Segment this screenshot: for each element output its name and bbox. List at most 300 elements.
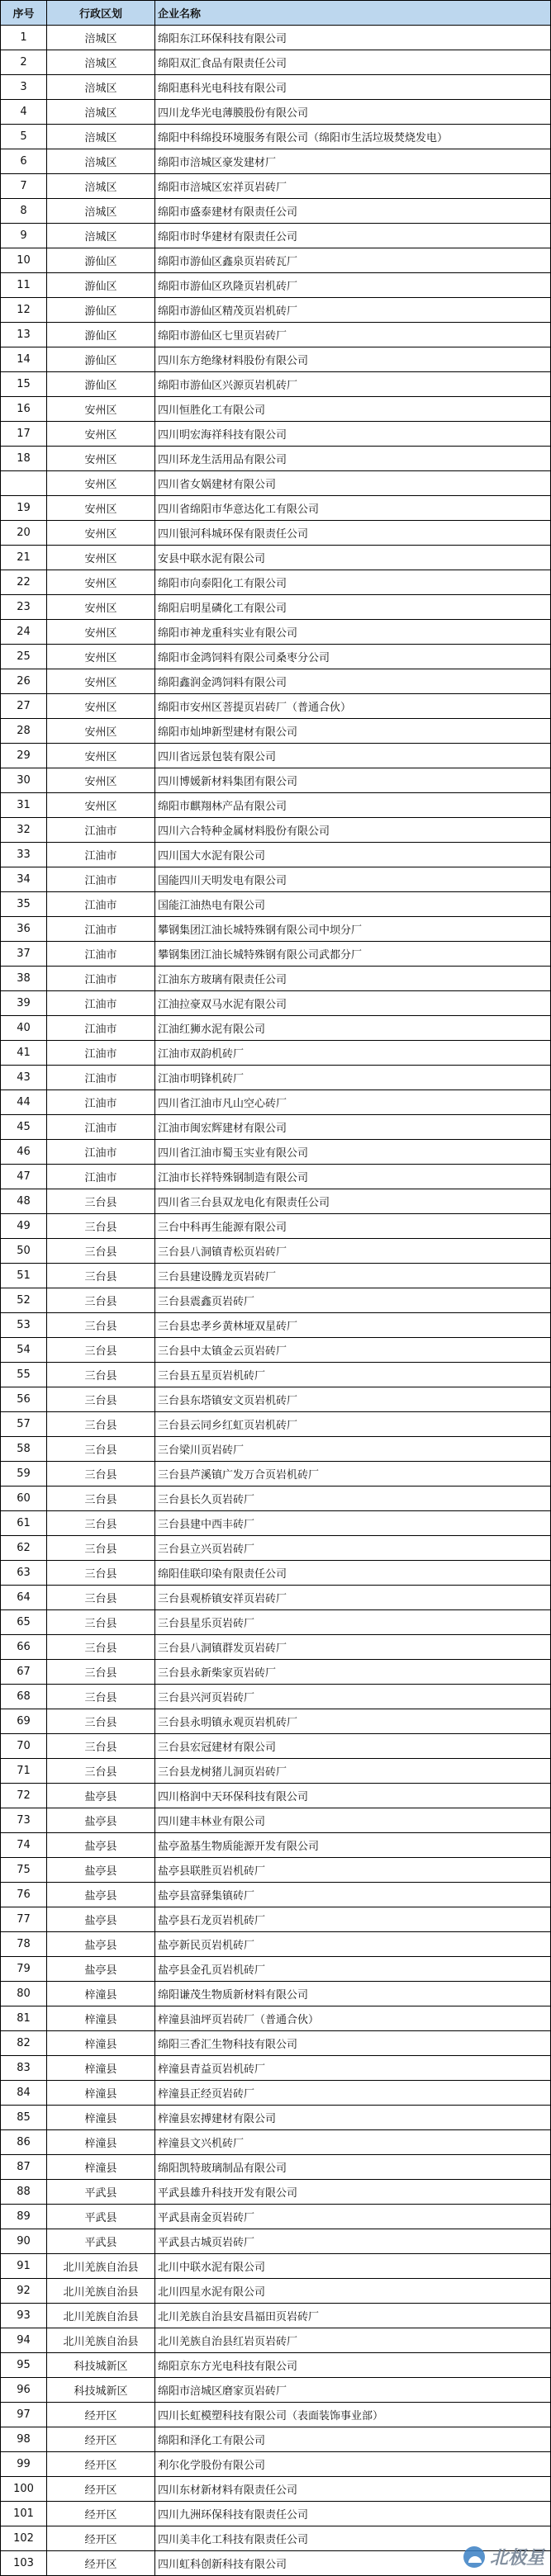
district-cell: 三台县 — [47, 1536, 155, 1561]
company-name-cell: 绵阳谦茂生物质新材料有限公司 — [155, 1982, 551, 2006]
district-cell: 经开区 — [47, 2452, 155, 2477]
table-row — [1, 2304, 551, 2328]
company-name-cell: 绵阳三香汇生物科技有限公司 — [155, 2031, 551, 2056]
serial-number-cell: 52 — [1, 1288, 47, 1313]
company-name-cell: 四川国大水泥有限公司 — [155, 843, 551, 867]
district-cell: 安州区 — [47, 620, 155, 645]
company-name-cell: 绵阳市麒翔林产品有限公司 — [155, 793, 551, 818]
serial-number-cell: 60 — [1, 1487, 47, 1511]
district-cell: 三台县 — [47, 1511, 155, 1536]
table-row — [1, 521, 551, 546]
district-cell: 江油市 — [47, 991, 155, 1016]
serial-number-cell: 78 — [1, 1932, 47, 1957]
serial-number-cell: 5 — [1, 125, 47, 149]
company-name-cell: 绵阳市涪城区磨家页岩砖厂 — [155, 2378, 551, 2403]
company-name-cell: 梓潼县油坪页岩砖厂（普通合伙） — [155, 2006, 551, 2031]
company-name-cell: 四川东材新材料有限责任公司 — [155, 2477, 551, 2502]
district-cell: 三台县 — [47, 1685, 155, 1709]
table-row — [1, 1511, 551, 1536]
company-name-cell: 绵阳鑫润金鸿饲料有限公司 — [155, 669, 551, 694]
company-name-cell: 三台县建设腾龙页岩砖厂 — [155, 1264, 551, 1288]
company-name-cell: 四川恒胜化工有限公司 — [155, 397, 551, 422]
district-cell: 江油市 — [47, 843, 155, 867]
table-body — [1, 26, 551, 2576]
serial-number-cell: 44 — [1, 1090, 47, 1115]
company-name-cell: 攀钢集团江油长城特殊钢有限公司武都分厂 — [155, 942, 551, 967]
serial-number-cell: 22 — [1, 570, 47, 595]
serial-number-cell: 35 — [1, 892, 47, 917]
district-cell: 安州区 — [47, 669, 155, 694]
district-cell: 安州区 — [47, 447, 155, 471]
table-row — [1, 1586, 551, 1610]
company-name-cell: 三台县忠孝乡黄林垭双星砖厂 — [155, 1313, 551, 1338]
company-name-cell: 四川省绵阳市华意达化工有限公司 — [155, 496, 551, 521]
district-cell: 游仙区 — [47, 273, 155, 298]
table-row — [1, 75, 551, 100]
table-row — [1, 1907, 551, 1932]
company-name-cell: 绵阳市向泰阳化工有限公司 — [155, 570, 551, 595]
serial-number-cell: 55 — [1, 1363, 47, 1387]
company-name-cell: 四川美丰化工科技有限责任公司 — [155, 2526, 551, 2551]
company-name-cell: 三台县八洞镇群发页岩砖厂 — [155, 1635, 551, 1660]
table-row — [1, 917, 551, 942]
district-cell: 游仙区 — [47, 372, 155, 397]
table-row — [1, 1957, 551, 1982]
company-name-cell: 三台县中太镇金云页岩砖厂 — [155, 1338, 551, 1363]
watermark — [463, 2544, 544, 2569]
district-cell: 平武县 — [47, 2229, 155, 2254]
company-name-cell: 三台梁川页岩砖厂 — [155, 1437, 551, 1462]
district-cell: 三台县 — [47, 1264, 155, 1288]
district-cell: 盐亭县 — [47, 1833, 155, 1858]
company-name-cell: 绵阳市游仙区玖隆页岩机砖厂 — [155, 273, 551, 298]
district-cell: 三台县 — [47, 1288, 155, 1313]
serial-number-cell: 36 — [1, 917, 47, 942]
table-row — [1, 645, 551, 669]
table-row — [1, 1041, 551, 1066]
table-row — [1, 1412, 551, 1437]
serial-number-cell: 64 — [1, 1586, 47, 1610]
table-row — [1, 447, 551, 471]
district-cell: 江油市 — [47, 917, 155, 942]
serial-number-cell: 72 — [1, 1784, 47, 1808]
serial-number-cell: 100 — [1, 2477, 47, 2502]
table-row — [1, 1536, 551, 1561]
district-cell: 江油市 — [47, 1115, 155, 1140]
company-name-cell: 三台县宏冠建材有限公司 — [155, 1734, 551, 1759]
company-name-cell: 江油拉豪双马水泥有限公司 — [155, 991, 551, 1016]
serial-number-cell: 62 — [1, 1536, 47, 1561]
watermark-text: 北极星 — [489, 2548, 544, 2569]
company-name-cell: 国能江油热电有限公司 — [155, 892, 551, 917]
table-row — [1, 694, 551, 719]
serial-number-cell: 58 — [1, 1437, 47, 1462]
company-name-cell: 三台县八洞镇青松页岩砖厂 — [155, 1239, 551, 1264]
district-cell: 三台县 — [47, 1561, 155, 1586]
watermark-logo-icon — [463, 2546, 485, 2568]
serial-number-cell: 63 — [1, 1561, 47, 1586]
serial-number-cell: 76 — [1, 1883, 47, 1907]
company-name-cell: 三台县五星页岩机砖厂 — [155, 1363, 551, 1387]
serial-number-cell: 101 — [1, 2502, 47, 2526]
table-row — [1, 1239, 551, 1264]
serial-number-cell: 68 — [1, 1685, 47, 1709]
company-name-cell: 北川羌族自治县红岩页岩砖厂 — [155, 2328, 551, 2353]
serial-number-cell: 1 — [1, 26, 47, 50]
serial-number-cell: 71 — [1, 1759, 47, 1784]
table-row — [1, 1660, 551, 1685]
company-name-cell: 江油东方玻璃有限责任公司 — [155, 967, 551, 991]
serial-number-cell: 27 — [1, 694, 47, 719]
company-name-cell: 三台县龙树猪儿洞页岩砖厂 — [155, 1759, 551, 1784]
company-name-cell: 四川银河科城环保有限责任公司 — [155, 521, 551, 546]
company-name-cell: 安县中联水泥有限公司 — [155, 546, 551, 570]
serial-number-cell: 17 — [1, 422, 47, 447]
company-name-cell: 国能四川天明发电有限公司 — [155, 867, 551, 892]
company-name-cell: 绵阳市金鸿饲料有限公司桑枣分公司 — [155, 645, 551, 669]
district-cell: 江油市 — [47, 1016, 155, 1041]
table-row — [1, 372, 551, 397]
table-row — [1, 1561, 551, 1586]
company-name-cell: 绵阳市安州区菩提页岩砖厂（普通合伙） — [155, 694, 551, 719]
table-row — [1, 967, 551, 991]
table-row — [1, 100, 551, 125]
company-name-cell: 三台县星乐页岩砖厂 — [155, 1610, 551, 1635]
table-row — [1, 2106, 551, 2130]
table-row — [1, 1932, 551, 1957]
serial-number-cell: 49 — [1, 1214, 47, 1239]
table-row — [1, 2155, 551, 2180]
serial-number-cell: 84 — [1, 2081, 47, 2106]
district-cell: 三台县 — [47, 1387, 155, 1412]
district-cell: 涪城区 — [47, 100, 155, 125]
district-cell: 梓潼县 — [47, 2081, 155, 2106]
serial-number-cell: 98 — [1, 2427, 47, 2452]
table-row — [1, 1685, 551, 1709]
serial-number-cell: 38 — [1, 967, 47, 991]
serial-number-cell: 92 — [1, 2279, 47, 2304]
table-row — [1, 669, 551, 694]
serial-number-cell: 25 — [1, 645, 47, 669]
company-name-cell: 三台县永新柴家页岩砖厂 — [155, 1660, 551, 1685]
table-row — [1, 867, 551, 892]
serial-number-cell: 33 — [1, 843, 47, 867]
serial-number-cell: 11 — [1, 273, 47, 298]
district-cell: 平武县 — [47, 2205, 155, 2229]
company-name-cell: 梓潼县正经页岩砖厂 — [155, 2081, 551, 2106]
table-row — [1, 1165, 551, 1189]
district-cell: 经开区 — [47, 2502, 155, 2526]
company-name-cell: 绵阳市游仙区鑫泉页岩砖瓦厂 — [155, 248, 551, 273]
district-cell: 三台县 — [47, 1313, 155, 1338]
table-row — [1, 347, 551, 372]
company-name-cell: 绵阳双汇食品有限责任公司 — [155, 50, 551, 75]
serial-number-cell: 29 — [1, 744, 47, 768]
table-row — [1, 1363, 551, 1387]
serial-number-cell: 74 — [1, 1833, 47, 1858]
table-row — [1, 2081, 551, 2106]
district-cell: 游仙区 — [47, 248, 155, 273]
company-name-cell: 四川东方绝缘材料股份有限公司 — [155, 347, 551, 372]
company-name-cell: 绵阳市盛泰建材有限责任公司 — [155, 199, 551, 224]
company-name-cell: 梓潼县文兴机砖厂 — [155, 2130, 551, 2155]
district-cell: 盐亭县 — [47, 1883, 155, 1907]
company-name-cell: 四川省江油市凡山空心砖厂 — [155, 1090, 551, 1115]
company-name-cell: 盐亭县金孔页岩机砖厂 — [155, 1957, 551, 1982]
serial-number-cell: 85 — [1, 2106, 47, 2130]
company-name-cell: 四川长虹模塑科技有限公司（表面装饰事业部） — [155, 2403, 551, 2427]
district-cell: 安州区 — [47, 471, 155, 496]
table-row — [1, 149, 551, 174]
company-name-cell: 四川省远景包装有限公司 — [155, 744, 551, 768]
district-cell: 江油市 — [47, 867, 155, 892]
table-row — [1, 2502, 551, 2526]
company-name-cell: 江油红狮水泥有限公司 — [155, 1016, 551, 1041]
company-name-cell: 北川中联水泥有限公司 — [155, 2254, 551, 2279]
serial-number-cell: 95 — [1, 2353, 47, 2378]
company-name-cell: 平武县古城页岩砖厂 — [155, 2229, 551, 2254]
table-row — [1, 199, 551, 224]
serial-number-cell: 26 — [1, 669, 47, 694]
district-cell: 北川羌族自治县 — [47, 2279, 155, 2304]
district-cell: 三台县 — [47, 1487, 155, 1511]
company-name-cell: 三台县永明镇永观页岩机砖厂 — [155, 1709, 551, 1734]
serial-number-cell: 54 — [1, 1338, 47, 1363]
company-name-cell: 绵阳中科绵投环境服务有限公司（绵阳市生活垃圾焚烧发电） — [155, 125, 551, 149]
table-row — [1, 323, 551, 347]
company-name-cell: 平武县雄升科技开发有限公司 — [155, 2180, 551, 2205]
table-row — [1, 1264, 551, 1288]
district-cell: 安州区 — [47, 496, 155, 521]
table-row — [1, 1610, 551, 1635]
serial-number-cell: 31 — [1, 793, 47, 818]
company-name-cell: 平武县南金页岩砖厂 — [155, 2205, 551, 2229]
serial-number-cell: 32 — [1, 818, 47, 843]
district-cell: 梓潼县 — [47, 2056, 155, 2081]
table-row — [1, 2328, 551, 2353]
table-row — [1, 2180, 551, 2205]
serial-number-cell: 77 — [1, 1907, 47, 1932]
company-name-cell: 北川四星水泥有限公司 — [155, 2279, 551, 2304]
serial-number-cell: 3 — [1, 75, 47, 100]
district-cell: 三台县 — [47, 1660, 155, 1685]
serial-number-cell: 9 — [1, 224, 47, 248]
company-name-cell: 三台县云同乡红虹页岩机砖厂 — [155, 1412, 551, 1437]
table-row — [1, 595, 551, 620]
district-cell: 三台县 — [47, 1363, 155, 1387]
company-name-cell: 三台县立兴页岩砖厂 — [155, 1536, 551, 1561]
table-row — [1, 1462, 551, 1487]
table-row — [1, 1214, 551, 1239]
serial-number-cell: 7 — [1, 174, 47, 199]
table-row — [1, 2403, 551, 2427]
table-row — [1, 793, 551, 818]
district-cell: 梓潼县 — [47, 2155, 155, 2180]
company-name-cell: 梓潼县青益页岩机砖厂 — [155, 2056, 551, 2081]
district-cell: 安州区 — [47, 570, 155, 595]
district-cell: 三台县 — [47, 1734, 155, 1759]
district-cell: 安州区 — [47, 397, 155, 422]
serial-number-cell: 6 — [1, 149, 47, 174]
serial-number-cell: 93 — [1, 2304, 47, 2328]
company-name-cell: 四川省三台县双龙电化有限责任公司 — [155, 1189, 551, 1214]
district-cell: 安州区 — [47, 768, 155, 793]
district-cell: 江油市 — [47, 1066, 155, 1090]
district-cell: 安州区 — [47, 793, 155, 818]
district-cell: 梓潼县 — [47, 2031, 155, 2056]
serial-number-cell: 4 — [1, 100, 47, 125]
table-row — [1, 892, 551, 917]
table-row — [1, 2378, 551, 2403]
district-cell: 涪城区 — [47, 149, 155, 174]
district-cell: 经开区 — [47, 2526, 155, 2551]
district-cell: 安州区 — [47, 546, 155, 570]
table-row — [1, 471, 551, 496]
district-cell: 三台县 — [47, 1759, 155, 1784]
district-cell: 游仙区 — [47, 298, 155, 323]
table-row — [1, 570, 551, 595]
table-row — [1, 818, 551, 843]
district-cell: 游仙区 — [47, 323, 155, 347]
header-company-name: 企业名称 — [155, 1, 551, 26]
serial-number-cell: 12 — [1, 298, 47, 323]
company-name-cell: 四川格润中天环保科技有限公司 — [155, 1784, 551, 1808]
company-name-cell: 盐亭县石龙页岩机砖厂 — [155, 1907, 551, 1932]
table-row — [1, 1288, 551, 1313]
district-cell: 三台县 — [47, 1635, 155, 1660]
district-cell: 涪城区 — [47, 26, 155, 50]
serial-number-cell: 51 — [1, 1264, 47, 1288]
district-cell: 江油市 — [47, 1165, 155, 1189]
district-cell: 涪城区 — [47, 50, 155, 75]
company-name-cell: 绵阳凯特玻璃制品有限公司 — [155, 2155, 551, 2180]
company-name-cell: 绵阳市游仙区兴源页岩机砖厂 — [155, 372, 551, 397]
table-row — [1, 1635, 551, 1660]
district-cell: 北川羌族自治县 — [47, 2304, 155, 2328]
company-name-cell: 三台县芦溪镇广发万合页岩机砖厂 — [155, 1462, 551, 1487]
table-row — [1, 50, 551, 75]
serial-number-cell: 21 — [1, 546, 47, 570]
table-row — [1, 1982, 551, 2006]
table-row — [1, 719, 551, 744]
company-name-cell: 绵阳启明星磷化工有限公司 — [155, 595, 551, 620]
serial-number-cell: 57 — [1, 1412, 47, 1437]
company-name-cell: 绵阳京东方光电科技有限公司 — [155, 2353, 551, 2378]
table-row — [1, 2477, 551, 2502]
table-row — [1, 224, 551, 248]
district-cell: 梓潼县 — [47, 2006, 155, 2031]
serial-number-cell: 96 — [1, 2378, 47, 2403]
company-name-cell: 四川六合特种金属材料股份有限公司 — [155, 818, 551, 843]
company-name-cell: 攀钢集团江油长城特殊钢有限公司中坝分厂 — [155, 917, 551, 942]
serial-number-cell: 15 — [1, 372, 47, 397]
company-name-cell: 江油市闽宏辉建材有限公司 — [155, 1115, 551, 1140]
serial-number-cell: 16 — [1, 397, 47, 422]
serial-number-cell: 45 — [1, 1115, 47, 1140]
district-cell: 涪城区 — [47, 199, 155, 224]
serial-number-cell: 89 — [1, 2205, 47, 2229]
district-cell: 江油市 — [47, 1041, 155, 1066]
serial-number-cell: 39 — [1, 991, 47, 1016]
company-name-cell: 江油市长祥特殊钢制造有限公司 — [155, 1165, 551, 1189]
company-name-cell: 四川明宏海祥科技有限公司 — [155, 422, 551, 447]
company-name-cell: 四川省女娲建材有限公司 — [155, 471, 551, 496]
company-name-cell: 利尔化学股份有限公司 — [155, 2452, 551, 2477]
serial-number-cell: 86 — [1, 2130, 47, 2155]
table-row — [1, 1709, 551, 1734]
district-cell: 三台县 — [47, 1437, 155, 1462]
company-name-cell: 绵阳佳联印染有限责任公司 — [155, 1561, 551, 1586]
company-name-cell: 绵阳市游仙区精茂页岩机砖厂 — [155, 298, 551, 323]
table-row — [1, 422, 551, 447]
serial-number-cell: 65 — [1, 1610, 47, 1635]
table-row — [1, 298, 551, 323]
serial-number-cell: 40 — [1, 1016, 47, 1041]
district-cell: 安州区 — [47, 694, 155, 719]
serial-number-cell: 43 — [1, 1066, 47, 1090]
serial-number-cell: 80 — [1, 1982, 47, 2006]
table-row — [1, 2427, 551, 2452]
district-cell: 安州区 — [47, 595, 155, 620]
district-cell: 三台县 — [47, 1214, 155, 1239]
company-name-cell: 三台县建中西丰砖厂 — [155, 1511, 551, 1536]
table-row — [1, 1140, 551, 1165]
district-cell: 三台县 — [47, 1610, 155, 1635]
district-cell: 涪城区 — [47, 125, 155, 149]
table-row — [1, 397, 551, 422]
district-cell: 三台县 — [47, 1338, 155, 1363]
serial-number-cell: 61 — [1, 1511, 47, 1536]
district-cell: 梓潼县 — [47, 2106, 155, 2130]
district-cell: 江油市 — [47, 892, 155, 917]
table-row — [1, 1759, 551, 1784]
company-name-cell: 北川羌族自治县安昌福田页岩砖厂 — [155, 2304, 551, 2328]
serial-number-cell — [1, 471, 47, 496]
serial-number-cell: 47 — [1, 1165, 47, 1189]
serial-number-cell: 56 — [1, 1387, 47, 1412]
company-name-cell: 江油市双韵机砖厂 — [155, 1041, 551, 1066]
serial-number-cell: 83 — [1, 2056, 47, 2081]
company-name-cell: 四川龙华光电薄膜股份有限公司 — [155, 100, 551, 125]
company-name-cell: 梓潼县宏搏建材有限公司 — [155, 2106, 551, 2130]
table-row — [1, 1115, 551, 1140]
company-name-cell: 绵阳市游仙区七里页岩砖厂 — [155, 323, 551, 347]
table-row — [1, 991, 551, 1016]
table-row — [1, 1090, 551, 1115]
table-row — [1, 843, 551, 867]
company-name-cell: 三台县长久页岩砖厂 — [155, 1487, 551, 1511]
table-row — [1, 2254, 551, 2279]
serial-number-cell: 70 — [1, 1734, 47, 1759]
district-cell: 江油市 — [47, 967, 155, 991]
table-row — [1, 546, 551, 570]
company-name-cell: 三台县东塔镇安文页岩机砖厂 — [155, 1387, 551, 1412]
district-cell: 北川羌族自治县 — [47, 2254, 155, 2279]
serial-number-cell: 102 — [1, 2526, 47, 2551]
company-name-cell: 绵阳和泽化工有限公司 — [155, 2427, 551, 2452]
table-row — [1, 1066, 551, 1090]
company-name-cell: 四川建丰林业有限公司 — [155, 1808, 551, 1833]
company-name-cell: 绵阳市灿坤新型建材有限公司 — [155, 719, 551, 744]
table-row — [1, 1387, 551, 1412]
serial-number-cell: 79 — [1, 1957, 47, 1982]
serial-number-cell: 41 — [1, 1041, 47, 1066]
table-row — [1, 248, 551, 273]
company-name-cell: 四川虹科创新科技有限公司 — [155, 2551, 551, 2576]
serial-number-cell: 8 — [1, 199, 47, 224]
district-cell: 安州区 — [47, 521, 155, 546]
district-cell: 三台县 — [47, 1412, 155, 1437]
